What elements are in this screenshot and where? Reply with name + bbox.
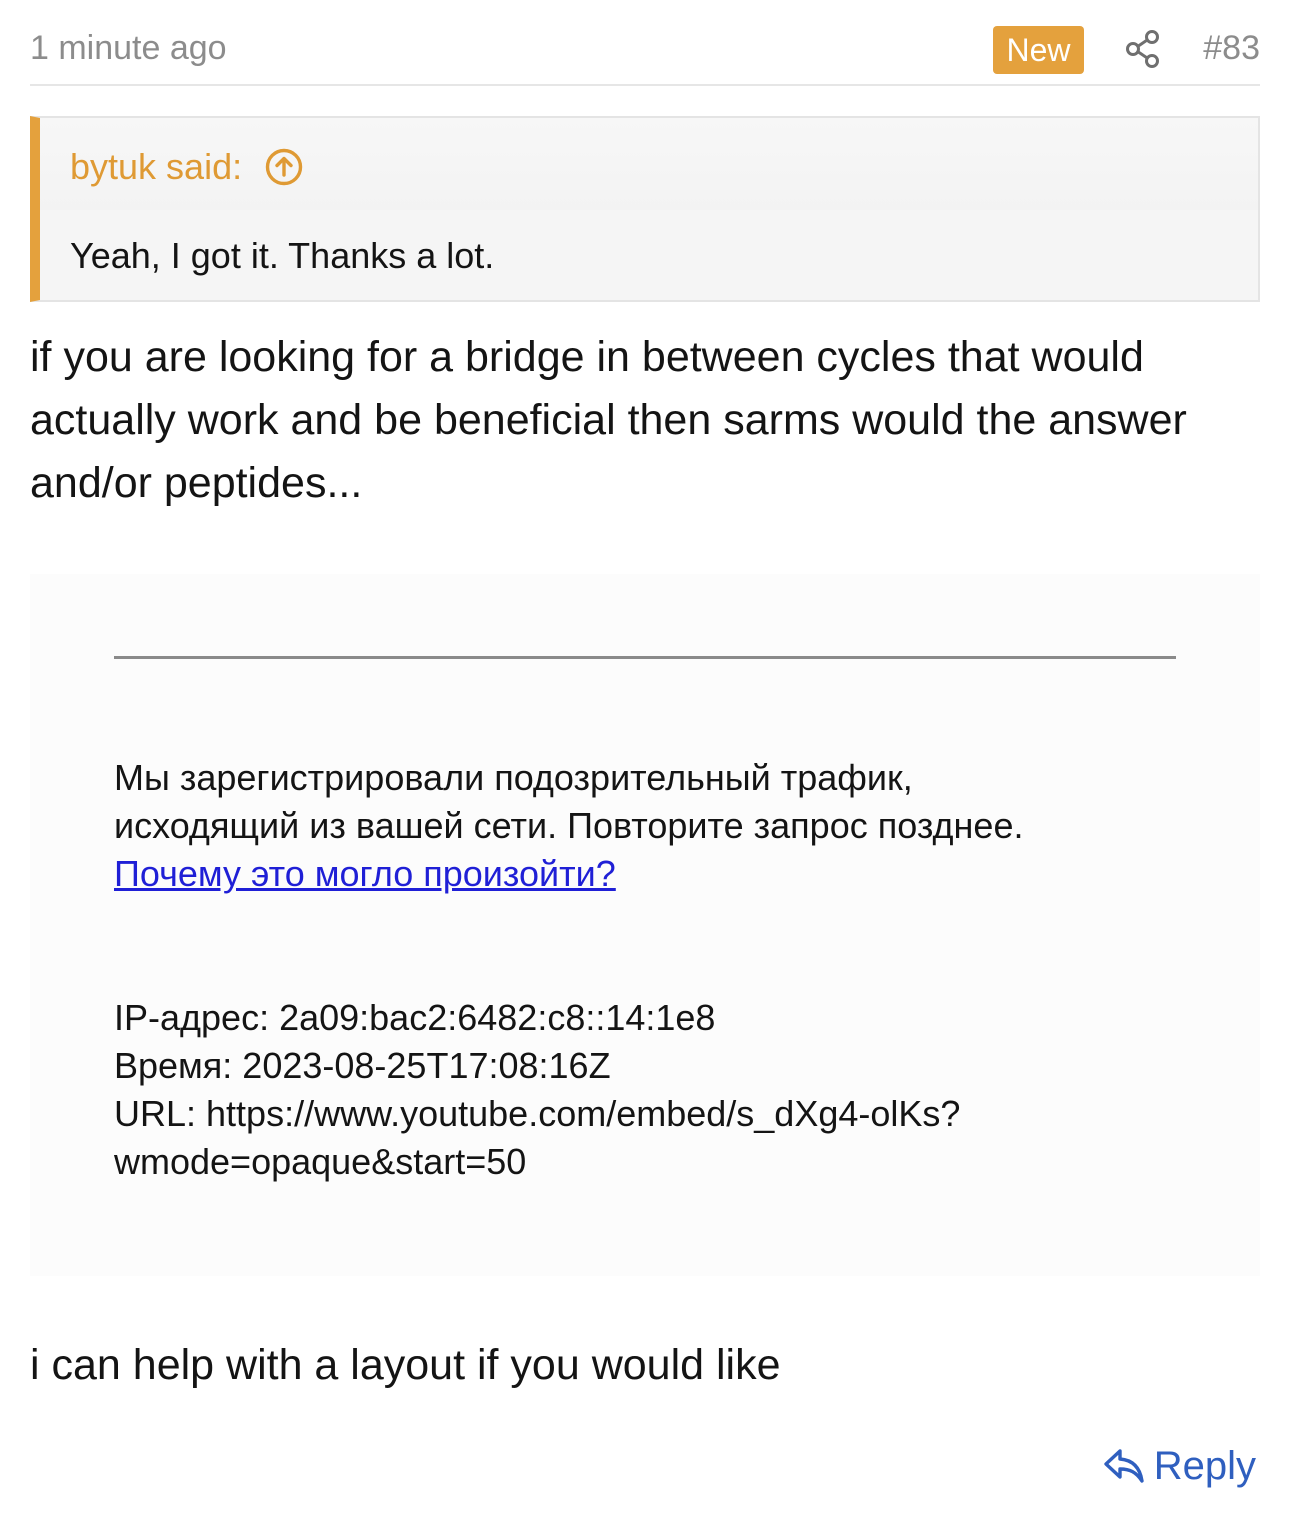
share-icon[interactable] [1124,29,1164,69]
arrow-up-circle-icon[interactable] [264,147,304,187]
post-timestamp[interactable]: 1 minute ago [30,29,227,67]
post-message [30,326,1270,515]
embed-message-line: исходящий из вашей сети. Повторите запрос позднее. [114,805,1024,846]
message-line: actually work and be beneficial then sarms would the answer [30,396,1187,444]
quote-block [30,116,1260,302]
quote-text: Yeah, I got it. Thanks a lot. [70,235,495,276]
video-embed[interactable] [30,574,1260,1276]
embed-ip: IP-адрес: 2a09:bac2:6482:c8::14:1e8 [114,997,716,1038]
closing-message: i can help with a layout if you would like [30,1341,781,1389]
embed-divider [114,656,1176,659]
embed-url-cont: wmode=opaque&start=50 [114,1141,527,1182]
embed-message-line: Мы зарегистрировали подозрительный трафик, [114,757,913,798]
message-line: and/or peptides... [30,459,363,507]
new-badge: New [993,26,1084,74]
embed-url: URL: https://www.youtube.com/embed/s_dXg4-olKs? [114,1093,961,1134]
post-number[interactable]: #83 [1203,29,1260,67]
reply-icon [1102,1446,1146,1486]
message-line: if you are looking for a bridge in between cycles that would [30,333,1144,381]
quote-author[interactable]: bytuk said: [70,146,243,187]
reply-button[interactable] [1102,1440,1256,1492]
post-header [30,0,1260,86]
quote-attribution[interactable] [70,144,304,190]
embed-details [114,994,1194,1186]
reply-label: Reply [1153,1443,1256,1488]
why-link[interactable]: Почему это могло произойти? [114,853,616,894]
embed-error-message [114,754,1194,898]
embed-time: Время: 2023-08-25T17:08:16Z [114,1045,611,1086]
